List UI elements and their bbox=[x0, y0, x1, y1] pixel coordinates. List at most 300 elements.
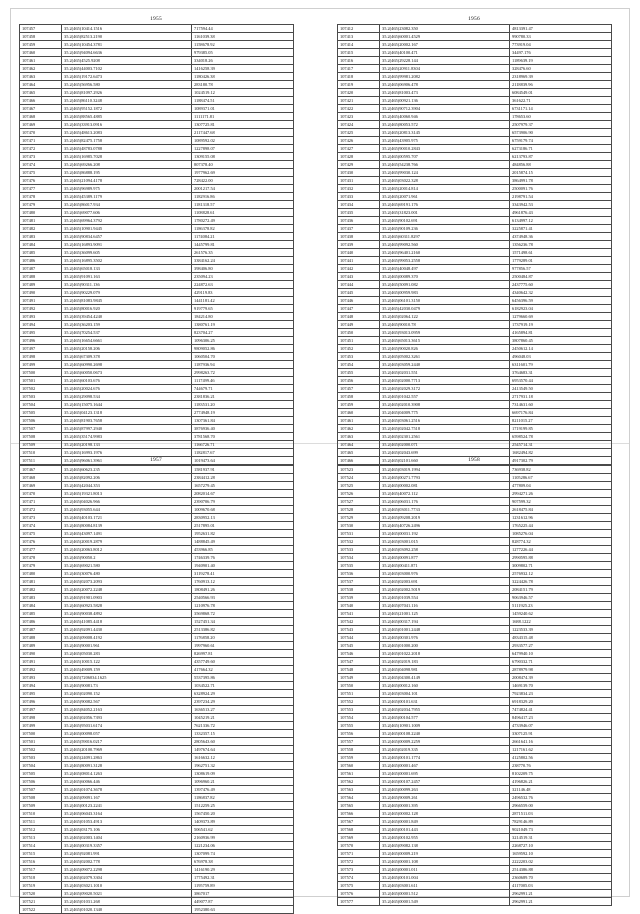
record-id-cell: 107538 bbox=[338, 586, 380, 594]
table-row bbox=[338, 289, 612, 297]
record-id-cell: 107546 bbox=[338, 650, 380, 658]
amount-cell: 2413549.50 bbox=[510, 385, 612, 393]
reference-code-cell: 35.2(465)04009.775 bbox=[380, 409, 510, 417]
record-id-cell: 107560 bbox=[338, 762, 380, 770]
table-row bbox=[338, 121, 612, 129]
record-id-cell: 107490 bbox=[20, 289, 62, 297]
table-row bbox=[338, 73, 612, 81]
table-row bbox=[338, 546, 612, 554]
reference-code-cell: 35.2(465)00001.512 bbox=[380, 890, 510, 898]
table-row bbox=[20, 185, 294, 193]
record-id-cell: 107527 bbox=[338, 498, 380, 506]
amount-cell: 2871511.03 bbox=[510, 810, 612, 818]
table-row bbox=[20, 441, 294, 449]
table-row bbox=[338, 650, 612, 658]
amount-cell: 477809.04 bbox=[510, 482, 612, 490]
amount-cell: 1186837.82 bbox=[192, 794, 294, 802]
reference-code-cell: 35.2(465)02064.122 bbox=[380, 313, 510, 321]
table-row bbox=[338, 826, 612, 834]
record-id-cell: 107535 bbox=[338, 562, 380, 570]
record-id-cell: 107504 bbox=[20, 762, 62, 770]
table-row bbox=[338, 714, 612, 722]
amount-cell: 3569868.72 bbox=[192, 610, 294, 618]
reference-code-cell: 35.2(465)00001.108 bbox=[380, 858, 510, 866]
amount-cell: 828774.32 bbox=[510, 538, 612, 546]
reference-code-cell: 35.2(465)90229.079 bbox=[62, 289, 192, 297]
table-row bbox=[20, 890, 294, 898]
record-id-cell: 107549 bbox=[338, 674, 380, 682]
record-id-cell: 107544 bbox=[338, 634, 380, 642]
record-id-cell: 107421 bbox=[338, 97, 380, 105]
amount-cell: 1180426.38 bbox=[192, 73, 294, 81]
record-id-cell: 107481 bbox=[20, 217, 62, 225]
table-row bbox=[20, 169, 294, 177]
amount-cell: 7474824.41 bbox=[510, 706, 612, 714]
record-id-cell: 107505 bbox=[20, 409, 62, 417]
amount-cell: 2084151.79 bbox=[510, 586, 612, 594]
table-row bbox=[338, 329, 612, 337]
panel-1956 bbox=[337, 15, 611, 465]
amount-cell: 823704.27 bbox=[192, 329, 294, 337]
record-id-cell: 107563 bbox=[338, 786, 380, 794]
record-id-cell: 107496 bbox=[20, 698, 62, 706]
table-row bbox=[338, 401, 612, 409]
table-row bbox=[20, 97, 294, 105]
reference-code-cell: 35.2(465)93013.0959 bbox=[380, 329, 510, 337]
table-row bbox=[338, 57, 612, 65]
amount-cell: 2001217.54 bbox=[192, 185, 294, 193]
table-row bbox=[20, 618, 294, 626]
amount-cell: 4961876.43 bbox=[510, 209, 612, 217]
amount-cell: 2008474.39 bbox=[510, 674, 612, 682]
amount-cell: 1977962.69 bbox=[192, 169, 294, 177]
record-id-cell: 107524 bbox=[338, 474, 380, 482]
reference-code-cell: 35.2(465)33913.0916 bbox=[62, 121, 192, 129]
reference-code-cell: 35.2(465)02031.551 bbox=[380, 369, 510, 377]
amount-cell: 1024519.12 bbox=[192, 89, 294, 97]
record-id-cell: 107503 bbox=[20, 754, 62, 762]
table-row bbox=[20, 634, 294, 642]
table-row bbox=[20, 345, 294, 353]
amount-cell: 1445799.81 bbox=[192, 241, 294, 249]
reference-code-cell: 35.2(465)86017.934 bbox=[62, 201, 192, 209]
amount-cell: 34497.176 bbox=[510, 49, 612, 57]
record-id-cell: 107522 bbox=[20, 906, 62, 914]
reference-code-cell: 35.2(465)96989.975 bbox=[62, 185, 192, 193]
amount-cell: 6084549.01 bbox=[510, 89, 612, 97]
table-row bbox=[20, 249, 294, 257]
amount-cell: 1497674.64 bbox=[192, 746, 294, 754]
reference-code-cell: 35.2(465)80084.8139 bbox=[62, 522, 192, 530]
record-id-cell: 107436 bbox=[338, 217, 380, 225]
record-id-cell: 107495 bbox=[20, 690, 62, 698]
ledger-table bbox=[19, 465, 294, 914]
record-id-cell: 107507 bbox=[20, 425, 62, 433]
amount-cell: 1158678.92 bbox=[192, 41, 294, 49]
reference-code-cell: 35.2(465)20911.8304 bbox=[380, 65, 510, 73]
amount-cell: 1187936.94 bbox=[192, 361, 294, 369]
amount-cell: 4165894.81 bbox=[510, 329, 612, 337]
reference-code-cell: 35.2(465)81097.2926 bbox=[62, 89, 192, 97]
record-id-cell: 107413 bbox=[338, 33, 380, 41]
amount-cell: 1189639.19 bbox=[510, 57, 612, 65]
record-id-cell: 107439 bbox=[338, 241, 380, 249]
amount-cell: 2118839.96 bbox=[510, 81, 612, 89]
reference-code-cell: 35.2(465)00002.128 bbox=[380, 810, 510, 818]
record-id-cell: 107434 bbox=[338, 201, 380, 209]
reference-code-cell: 35.2(465)00107.2457 bbox=[380, 778, 510, 786]
table-row bbox=[338, 89, 612, 97]
table-row bbox=[338, 41, 612, 49]
reference-code-cell: 35.2(465)69266.208 bbox=[62, 161, 192, 169]
amount-cell: 1089592.02 bbox=[192, 137, 294, 145]
reference-code-cell: 35.2(465)03011.7733 bbox=[380, 506, 510, 514]
record-id-cell: 107573 bbox=[338, 866, 380, 874]
table-row bbox=[338, 177, 612, 185]
table-row bbox=[20, 409, 294, 417]
record-id-cell: 107472 bbox=[20, 506, 62, 514]
record-id-cell: 107468 bbox=[20, 474, 62, 482]
amount-cell: 1746339.76 bbox=[192, 554, 294, 562]
reference-code-cell: 35.2(465)04098.981 bbox=[380, 666, 510, 674]
amount-cell: 2966559.00 bbox=[510, 802, 612, 810]
amount-cell: 6731171.14 bbox=[510, 105, 612, 113]
reference-code-cell: 35.2(465)69021.580 bbox=[62, 562, 192, 570]
reference-code-cell: 35.2(465)06043.3164 bbox=[62, 810, 192, 818]
record-id-cell: 107415 bbox=[338, 49, 380, 57]
table-row bbox=[338, 866, 612, 874]
record-id-cell: 107488 bbox=[20, 273, 62, 281]
amount-cell: 2540566.93 bbox=[192, 594, 294, 602]
table-row bbox=[338, 554, 612, 562]
amount-cell: 773919.04 bbox=[510, 41, 612, 49]
table-row bbox=[338, 49, 612, 57]
record-id-cell: 107483 bbox=[20, 594, 62, 602]
reference-code-cell: 35.2(465)60103.676 bbox=[62, 377, 192, 385]
reference-code-cell: 35.2(465)67309.378 bbox=[62, 353, 192, 361]
panel-title: 1956 bbox=[468, 16, 480, 22]
table-row bbox=[338, 722, 612, 730]
reference-code-cell: 35.2(465)49009.159 bbox=[62, 666, 192, 674]
reference-code-cell: 35.2(465)00271.7793 bbox=[380, 474, 510, 482]
reference-code-cell: 35.2(465)02002.778 bbox=[62, 858, 192, 866]
reference-code-cell: 35.2(465)01022.2018 bbox=[380, 650, 510, 658]
table-row bbox=[20, 506, 294, 514]
record-id-cell: 107480 bbox=[20, 570, 62, 578]
reference-code-cell: 35.2(465)20813.3145 bbox=[380, 129, 510, 137]
amount-cell: 3876936.40 bbox=[192, 425, 294, 433]
reference-code-cell: 35.2(465)95031.6174 bbox=[62, 722, 192, 730]
amount-cell: 1571498.61 bbox=[510, 249, 612, 257]
record-id-cell: 107489 bbox=[20, 642, 62, 650]
table-row bbox=[338, 97, 612, 105]
reference-code-cell: 35.2(465)00101.443 bbox=[380, 826, 510, 834]
reference-code-cell: 35.2(465)00001.395 bbox=[380, 802, 510, 810]
amount-cell: 178653.60 bbox=[510, 113, 612, 121]
record-id-cell: 107418 bbox=[338, 73, 380, 81]
reference-code-cell: 35.2(465)69191.176 bbox=[380, 201, 510, 209]
reference-code-cell: 35.2(465)56956.580 bbox=[62, 81, 192, 89]
record-id-cell: 107520 bbox=[20, 890, 62, 898]
table-row bbox=[20, 690, 294, 698]
table-row bbox=[338, 786, 612, 794]
amount-cell: 1307725.81 bbox=[192, 121, 294, 129]
record-id-cell: 107478 bbox=[20, 554, 62, 562]
table-row bbox=[20, 417, 294, 425]
table-row bbox=[20, 33, 294, 41]
record-id-cell: 107491 bbox=[20, 297, 62, 305]
amount-cell: 1409373.89 bbox=[192, 818, 294, 826]
amount-cell: 1221234.06 bbox=[192, 842, 294, 850]
reference-code-cell: 35.2(465)80016.920 bbox=[62, 305, 192, 313]
amount-cell: 4125802.56 bbox=[510, 754, 612, 762]
reference-code-cell: 35.2(465)43097.1491 bbox=[62, 530, 192, 538]
record-id-cell: 107465 bbox=[20, 89, 62, 97]
table-row bbox=[338, 217, 612, 225]
reference-code-cell: 35.2(465)16985.7028 bbox=[62, 153, 192, 161]
amount-cell: 1775492.31 bbox=[192, 874, 294, 882]
table-row bbox=[20, 874, 294, 882]
reference-code-cell: 35.2(465)00301.976 bbox=[380, 634, 510, 642]
table-row bbox=[338, 225, 612, 233]
amount-cell: 2962991.21 bbox=[510, 898, 612, 906]
reference-code-cell: 35.2(465)40048.497 bbox=[380, 265, 510, 273]
reference-code-cell: 35.2(465)02003.691 bbox=[380, 578, 510, 586]
reference-code-cell: 35.2(465)05030.283 bbox=[62, 650, 192, 658]
table-row bbox=[20, 81, 294, 89]
amount-cell: 1760913.12 bbox=[192, 578, 294, 586]
table-row bbox=[338, 313, 612, 321]
reference-code-cell: 35.2(465)00101.1774 bbox=[380, 754, 510, 762]
table-row bbox=[338, 209, 612, 217]
record-id-cell: 107469 bbox=[20, 121, 62, 129]
amount-cell: 1397476.49 bbox=[192, 786, 294, 794]
record-id-cell: 107442 bbox=[338, 265, 380, 273]
reference-code-cell: 35.2(465)69964.3792 bbox=[62, 217, 192, 225]
record-id-cell: 107470 bbox=[20, 129, 62, 137]
reference-code-cell: 35.2(465)16893.9091 bbox=[62, 241, 192, 249]
reference-code-cell: 35.2(465)00101.631 bbox=[380, 698, 510, 706]
record-id-cell: 107486 bbox=[20, 618, 62, 626]
amount-cell: 3307125.91 bbox=[510, 730, 612, 738]
reference-code-cell: 35.2(465)82513.2190 bbox=[62, 33, 192, 41]
reference-code-cell: 35.2(465)16895.3502 bbox=[62, 257, 192, 265]
reference-code-cell: 35.2(465)24091.2863 bbox=[62, 754, 192, 762]
reference-code-cell: 35.2(465)92091.4430 bbox=[62, 626, 192, 634]
table-row bbox=[338, 610, 612, 618]
table-row bbox=[20, 714, 294, 722]
amount-cell: 5537395.86 bbox=[192, 674, 294, 682]
table-row bbox=[338, 257, 612, 265]
table-row bbox=[338, 834, 612, 842]
record-id-cell: 107518 bbox=[20, 874, 62, 882]
record-id-cell: 107500 bbox=[20, 730, 62, 738]
reference-code-cell: 35.2(465)96061.3961 bbox=[62, 457, 192, 465]
reference-code-cell: 35.2(465)00002.081 bbox=[380, 482, 510, 490]
reference-code-cell: 35.2(465)40100.471 bbox=[380, 49, 510, 57]
record-id-cell: 107512 bbox=[20, 826, 62, 834]
table-row bbox=[338, 658, 612, 666]
record-id-cell: 107511 bbox=[20, 818, 62, 826]
table-row bbox=[338, 802, 612, 810]
table-row bbox=[20, 385, 294, 393]
amount-cell: 2618475.84 bbox=[510, 506, 612, 514]
amount-cell: 1719199.85 bbox=[510, 425, 612, 433]
reference-code-cell: 35.2(465)96401.2160 bbox=[380, 249, 510, 257]
amount-cell: 1227898.07 bbox=[192, 145, 294, 153]
reference-code-cell: 35.2(465)01074.3678 bbox=[62, 786, 192, 794]
amount-cell: 453966.85 bbox=[192, 546, 294, 554]
table-row bbox=[338, 474, 612, 482]
record-id-cell: 107458 bbox=[338, 393, 380, 401]
record-id-cell: 107480 bbox=[20, 209, 62, 217]
table-row bbox=[20, 498, 294, 506]
amount-cell: 1210976.78 bbox=[192, 602, 294, 610]
reference-code-cell: 35.2(465)00001.695 bbox=[380, 770, 510, 778]
record-id-cell: 107517 bbox=[20, 866, 62, 874]
reference-code-cell: 35.2(465)90009.261 bbox=[380, 794, 510, 802]
reference-code-cell: 35.2(465)20198.133 bbox=[62, 441, 192, 449]
table-row bbox=[20, 65, 294, 73]
table-row bbox=[338, 409, 612, 417]
record-id-cell: 107511 bbox=[20, 457, 62, 465]
amount-cell: 1182916.86 bbox=[192, 193, 294, 201]
table-row bbox=[20, 193, 294, 201]
record-id-cell: 107473 bbox=[20, 153, 62, 161]
amount-cell: 1737919.19 bbox=[510, 321, 612, 329]
amount-cell: 2517895.01 bbox=[192, 522, 294, 530]
reference-code-cell: 35.2(465)93055.644 bbox=[62, 506, 192, 514]
record-id-cell: 107487 bbox=[20, 265, 62, 273]
amount-cell: 429119.83 bbox=[192, 289, 294, 297]
reference-code-cell: 35.2(465)91901.0903 bbox=[62, 594, 192, 602]
record-id-cell: 107577 bbox=[338, 898, 380, 906]
reference-code-cell: 35.2(465)02056.7393 bbox=[62, 714, 192, 722]
table-row bbox=[338, 498, 612, 506]
reference-code-cell: 35.2(465)00089.370 bbox=[380, 273, 510, 281]
record-id-cell: 107482 bbox=[20, 586, 62, 594]
reference-code-cell: 35.2(465)00959.983 bbox=[380, 289, 510, 297]
amount-cell: 4196826.21 bbox=[510, 778, 612, 786]
table-row bbox=[20, 658, 294, 666]
table-row bbox=[20, 153, 294, 161]
record-id-cell: 107483 bbox=[20, 233, 62, 241]
amount-cell: 6479940.10 bbox=[510, 650, 612, 658]
table-row bbox=[20, 610, 294, 618]
reference-code-cell: 35.2(465)90712.3904 bbox=[380, 105, 510, 113]
table-row bbox=[338, 353, 612, 361]
amount-cell: 2082014.67 bbox=[192, 490, 294, 498]
table-row bbox=[20, 602, 294, 610]
table-row bbox=[20, 818, 294, 826]
table-row bbox=[20, 337, 294, 345]
table-row bbox=[20, 746, 294, 754]
record-id-cell: 107566 bbox=[338, 810, 380, 818]
record-id-cell: 107514 bbox=[20, 842, 62, 850]
table-row bbox=[20, 137, 294, 145]
table-row bbox=[338, 898, 612, 906]
amount-cell: 2878979.98 bbox=[510, 666, 612, 674]
record-id-cell: 107438 bbox=[338, 233, 380, 241]
amount-cell: 2496532.76 bbox=[510, 794, 612, 802]
amount-cell: 1962751.32 bbox=[192, 762, 294, 770]
record-id-cell: 107504 bbox=[20, 401, 62, 409]
reference-code-cell: 35.2(465)00101.004 bbox=[380, 874, 510, 882]
table-row bbox=[338, 273, 612, 281]
amount-cell: 1808491.26 bbox=[192, 586, 294, 594]
reference-code-cell: 35.2(465)00595.707 bbox=[380, 153, 510, 161]
record-id-cell: 107503 bbox=[20, 393, 62, 401]
table-row bbox=[20, 201, 294, 209]
table-row bbox=[20, 826, 294, 834]
reference-code-cell: 35.2(465)03061.2516 bbox=[380, 417, 510, 425]
table-row bbox=[338, 249, 612, 257]
amount-cell: 496048.03 bbox=[510, 353, 612, 361]
record-id-cell: 107506 bbox=[20, 417, 62, 425]
record-id-cell: 107484 bbox=[20, 602, 62, 610]
record-id-cell: 107537 bbox=[338, 578, 380, 586]
reference-code-cell: 35.2(465)60050.0673 bbox=[62, 369, 192, 377]
record-id-cell: 107477 bbox=[20, 546, 62, 554]
record-id-cell: 107509 bbox=[20, 441, 62, 449]
table-row bbox=[338, 890, 612, 898]
table-row bbox=[20, 482, 294, 490]
record-id-cell: 107428 bbox=[338, 153, 380, 161]
amount-cell: 328476.60 bbox=[510, 65, 612, 73]
record-id-cell: 107474 bbox=[20, 522, 62, 530]
record-id-cell: 107541 bbox=[338, 610, 380, 618]
record-id-cell: 107533 bbox=[338, 546, 380, 554]
amount-cell: 1089371.01 bbox=[192, 105, 294, 113]
reference-code-cell: 35.2(465)4525.9208 bbox=[62, 57, 192, 65]
amount-cell: 2774948.19 bbox=[192, 409, 294, 417]
record-id-cell: 107495 bbox=[20, 329, 62, 337]
reference-code-cell: 35.2(465)42044.353 bbox=[62, 482, 192, 490]
record-id-cell: 107448 bbox=[338, 313, 380, 321]
record-id-cell: 107551 bbox=[338, 690, 380, 698]
amount-cell: 2381836.21 bbox=[192, 393, 294, 401]
record-id-cell: 107462 bbox=[20, 65, 62, 73]
table-row bbox=[338, 265, 612, 273]
reference-code-cell: 35.2(465)09020.5021 bbox=[62, 890, 192, 898]
table-row bbox=[20, 425, 294, 433]
reference-code-cell: 35.2(465)06906.478 bbox=[380, 81, 510, 89]
reference-code-cell: 35.2(465)09082.138 bbox=[380, 842, 510, 850]
amount-cell: 1009670.68 bbox=[192, 506, 294, 514]
amount-cell: 1181318.57 bbox=[192, 201, 294, 209]
record-id-cell: 107437 bbox=[338, 225, 380, 233]
amount-cell: 2160936.99 bbox=[192, 834, 294, 842]
reference-code-cell: 35.2(465)35174.9983 bbox=[62, 433, 192, 441]
table-row bbox=[20, 698, 294, 706]
record-id-cell: 107449 bbox=[338, 321, 380, 329]
amount-cell: 1045219.21 bbox=[192, 714, 294, 722]
record-id-cell: 107466 bbox=[20, 97, 62, 105]
table-row bbox=[338, 369, 612, 377]
reference-code-cell: 35.2(465)29098.534 bbox=[62, 393, 192, 401]
record-id-cell: 107502 bbox=[20, 385, 62, 393]
amount-cell: 2318969.39 bbox=[510, 73, 612, 81]
record-id-cell: 107561 bbox=[338, 770, 380, 778]
record-id-cell: 107539 bbox=[338, 594, 380, 602]
reference-code-cell: 35.2(465)92081.991 bbox=[62, 850, 192, 858]
record-id-cell: 107493 bbox=[20, 674, 62, 682]
amount-cell: 1188474.51 bbox=[192, 97, 294, 105]
amount-cell: 321146.48 bbox=[510, 786, 612, 794]
table-row bbox=[338, 417, 612, 425]
record-id-cell: 107468 bbox=[20, 113, 62, 121]
record-id-cell: 107564 bbox=[338, 794, 380, 802]
